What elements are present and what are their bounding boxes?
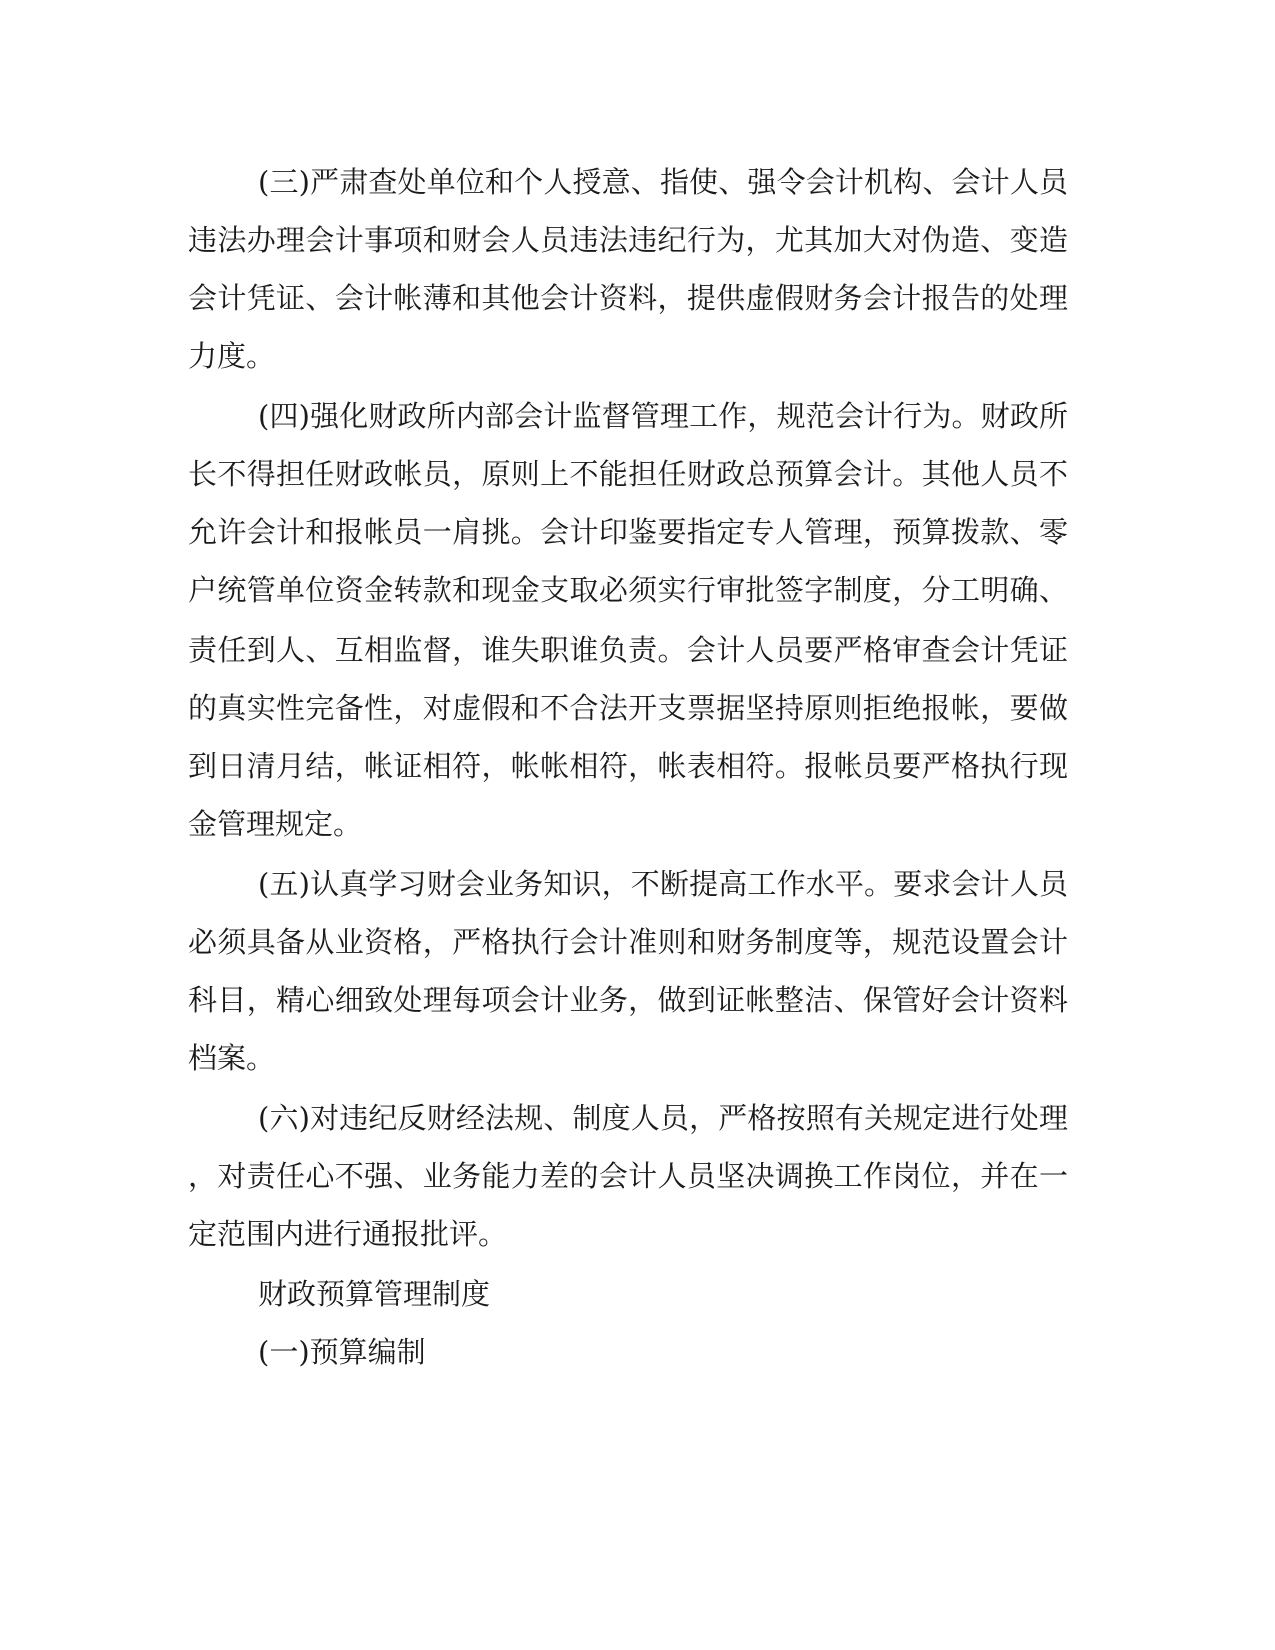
paragraph-4-line-7: 到日清月结，帐证相符，帐帐相符，帐表相符。报帐员要严格执行现 bbox=[188, 749, 1068, 783]
paragraph-5-line-2: 必须具备从业资格，严格执行会计准则和财务制度等，规范设置会计 bbox=[188, 925, 1068, 959]
paragraph-6-line-3: 定范围内进行通报批评。 bbox=[188, 1217, 508, 1251]
section-heading: 财政预算管理制度 bbox=[258, 1277, 491, 1311]
paragraph-3-line-4: 力度。 bbox=[188, 339, 276, 373]
paragraph-5-line-1: (五)认真学习财会业务知识，不断提高工作水平。要求会计人员 bbox=[258, 867, 1068, 901]
paragraph-4-line-6: 的真实性完备性，对虚假和不合法开支票据坚持原则拒绝报帐，要做 bbox=[188, 691, 1068, 725]
paragraph-6-line-2: ，对责任心不强、业务能力差的会计人员坚决调换工作岗位，并在一 bbox=[188, 1159, 1068, 1193]
paragraph-3-line-3: 会计凭证、会计帐薄和其他会计资料，提供虚假财务会计报告的处理 bbox=[188, 281, 1068, 315]
paragraph-3-line-2: 违法办理会计事项和财会人员违法违纪行为，尤其加大对伪造、变造 bbox=[188, 223, 1068, 257]
paragraph-4-line-4: 户统管单位资金转款和现金支取必须实行审批签字制度，分工明确、 bbox=[188, 573, 1068, 607]
paragraph-3-line-1: (三)严肃查处单位和个人授意、指使、强令会计机构、会计人员 bbox=[258, 165, 1068, 199]
paragraph-4-line-1: (四)强化财政所内部会计监督管理工作，规范会计行为。财政所 bbox=[258, 399, 1068, 433]
paragraph-4-line-8: 金管理规定。 bbox=[188, 807, 363, 841]
paragraph-5-line-3: 科目，精心细致处理每项会计业务，做到证帐整洁、保管好会计资料 bbox=[188, 983, 1068, 1017]
paragraph-4-line-2: 长不得担任财政帐员，原则上不能担任财政总预算会计。其他人员不 bbox=[188, 457, 1068, 491]
paragraph-4-line-5: 责任到人、互相监督，谁失职谁负责。会计人员要严格审查会计凭证 bbox=[188, 633, 1068, 667]
paragraph-6-line-1: (六)对违纪反财经法规、制度人员，严格按照有关规定进行处理 bbox=[258, 1101, 1068, 1135]
paragraph-4-line-3: 允许会计和报帐员一肩挑。会计印鉴要指定专人管理，预算拨款、零 bbox=[188, 515, 1068, 549]
section-subheading: (一)预算编制 bbox=[258, 1335, 426, 1369]
paragraph-5-line-4: 档案。 bbox=[188, 1041, 276, 1075]
